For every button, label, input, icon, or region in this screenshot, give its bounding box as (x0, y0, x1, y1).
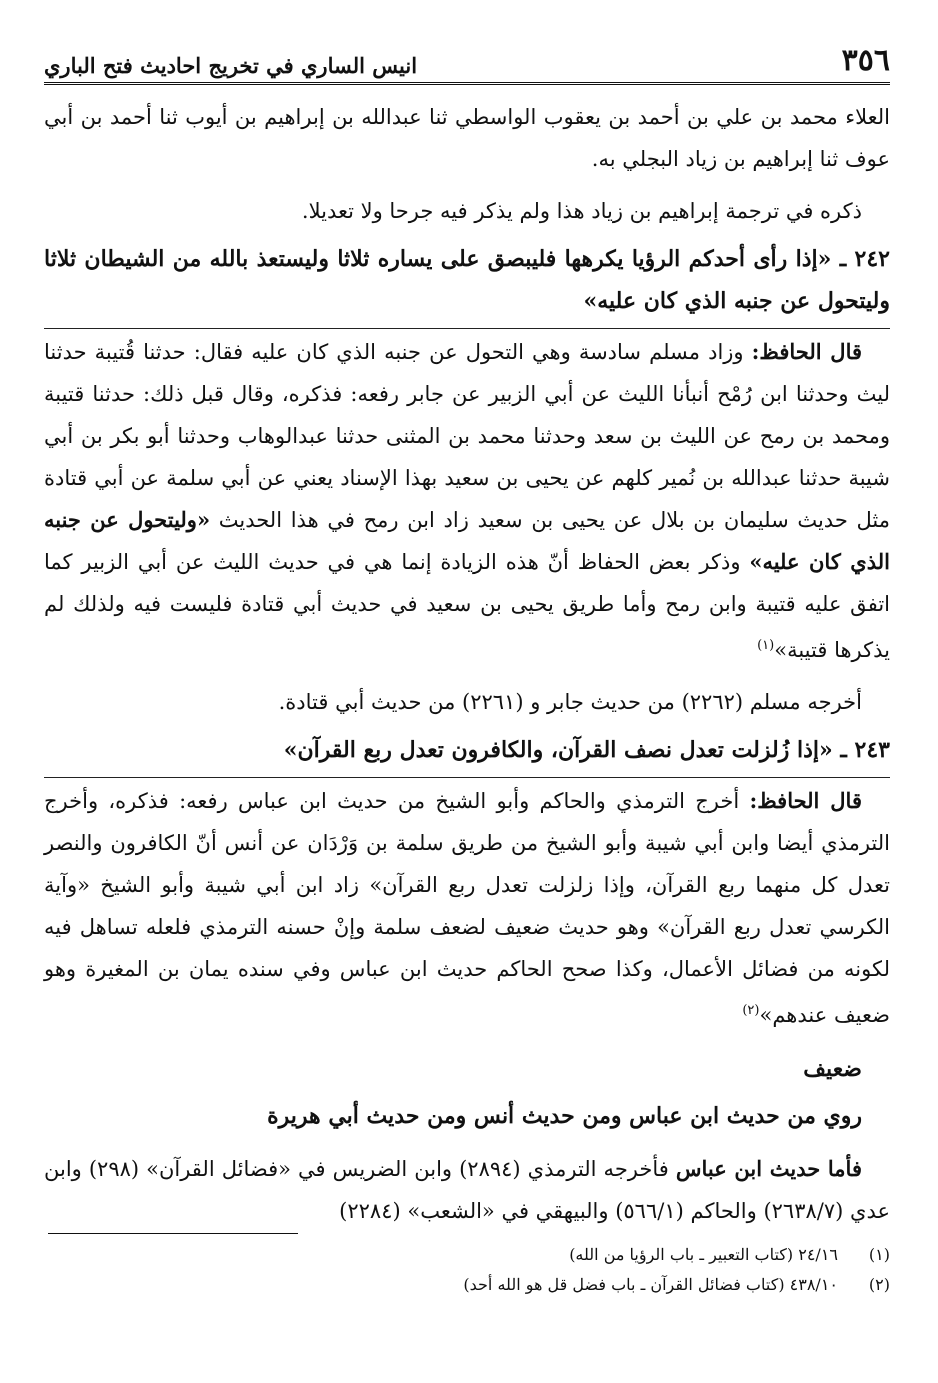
hadith-heading-243: ٢٤٣ ـ «إذا زُلزلت تعدل نصف القرآن، والكافرون تعدل ربع القرآن» (283, 737, 890, 763)
paragraph-takhrij-242: أخرجه مسلم (٢٢٦٢) من حديث جابر و (٢٢٦١) من حديث أبي قتادة. (278, 690, 862, 714)
footnote-item (44, 1240, 890, 1270)
footnote-item (44, 1270, 890, 1300)
hafiz-text-a: وزاد مسلم سادسة وهي التحول عن جنبه الذي كان عليه فقال: حدثنا قُتيبة حدثنا ليث وحدثنا ابن رُمْح أنبأنا الليث عن أبي الزبير عن جابر رفعه: فذكره، وقال قبل ذلك: حدثنا قتيبة ومحمد بن رمح عن الليث بن سعد وحدثنا محمد بن المثنى حدثنا عبدالوهاب وحدثنا أبو بكر بن أبي شيبة حدثنا عبدالله بن نُمير كلهم عن يحيى بن سعيد بهذا الإسناد يعني عن أبي سلمة عن أبي قتادة مثل حديث سليمان بن بلال عن يحيى بن سعيد زاد ابن رمح في هذا الحديث (44, 340, 890, 532)
footnote-number: (٢) (868, 1275, 890, 1294)
footnote-ref-1: (١) (757, 638, 775, 653)
footnote-text: ٢٤/١٦ (كتاب التعبير ـ باب الرؤيا من الله) (569, 1245, 838, 1264)
footnote-ref-2: (٢) (742, 1003, 760, 1018)
hafiz-label: قال الحافظ: (749, 788, 862, 813)
hafiz-quote: «وليتحول عن جنبه الذي كان عليه» (44, 507, 890, 574)
paragraph-note: ذكره في ترجمة إبراهيم بن زياد هذا ولم يذكر فيه جرحا ولا تعديلا. (301, 199, 862, 223)
hadith-heading-242: ٢٤٢ ـ «إذا رأى أحدكم الرؤيا يكرهها فليبصق على يساره ثلاثا وليستعذ بالله من الشيطان ثلاثا وليتحول عن جنبه الذي كان عليه» (44, 246, 890, 314)
hafiz-text: أخرج الترمذي والحاكم وأبو الشيخ من حديث ابن عباس رفعه: فذكره، وأخرج الترمذي أيضا وابن أبي شيبة وأبو الشيخ من طريق سلمة بن وَرْدَان عن أنس أنّ الكافرون والنصر تعدل كل منهما ربع القرآن، وإذا زلزلت تعدل ربع القرآن» زاد ابن أبي شيبة وأبو الشيخ «وآية الكرسي تعدل ربع القرآن» وهو حديث ضعيف لضعف سلمة وإنْ حسنه الترمذي فلعله تساهل فيه لكونه من فضائل الأعمال، وكذا صحح الحاكم حديث ابن عباس وفي سنده يمان بن المغيرة وهو ضعيف عندهم» (44, 789, 890, 1027)
book-title: انيس الساري في تخريج احاديث فتح الباري (44, 53, 418, 78)
footnotes (44, 1240, 890, 1300)
footnote-divider (48, 1233, 298, 1234)
paragraph-hafiz-242 (44, 328, 890, 671)
ibn-abbas-label: فأما حديث ابن عباس (675, 1156, 862, 1181)
paragraph-chain: العلاء محمد بن علي بن أحمد بن يعقوب الواسطي ثنا عبدالله بن إبراهيم بن أيوب ثنا أحمد بن أبي عوف ثنا إبراهيم بن زياد البجلي به. (44, 105, 890, 171)
page-number: ٣٥٦ (841, 43, 890, 78)
running-header (44, 34, 890, 85)
page-body (44, 96, 890, 1232)
narration-routes: روي من حديث ابن عباس ومن حديث أنس ومن حديث أبي هريرة (267, 1103, 862, 1129)
footnote-text: ٤٣٨/١٠ (كتاب فضائل القرآن ـ باب فضل قل هو الله أحد) (463, 1275, 838, 1294)
paragraph-ibn-abbas (44, 1148, 890, 1232)
ibn-abbas-text: فأخرجه الترمذي (٢٨٩٤) وابن الضريس في «فضائل القرآن» (٢٩٨) وابن عدي (٢٦٣٨/٧) والحاكم (٥٦٦/١) والبيهقي في «الشعب» (٢٢٨٤) (44, 1157, 890, 1223)
grading-label: ضعيف (803, 1056, 862, 1082)
paragraph-hafiz-243 (44, 777, 890, 1036)
hafiz-label: قال الحافظ: (751, 339, 863, 364)
hafiz-text-b: وذكر بعض الحفاظ أنّ هذه الزيادة إنما هي في حديث الليث عن أبي الزبير كما اتفق عليه قتيبة وابن رمح وأما طريق يحيى بن سعيد في حديث أبي قتادة فليست فيه ولذلك لم يذكرها قتيبة» (44, 550, 890, 662)
footnote-number: (١) (868, 1245, 890, 1264)
